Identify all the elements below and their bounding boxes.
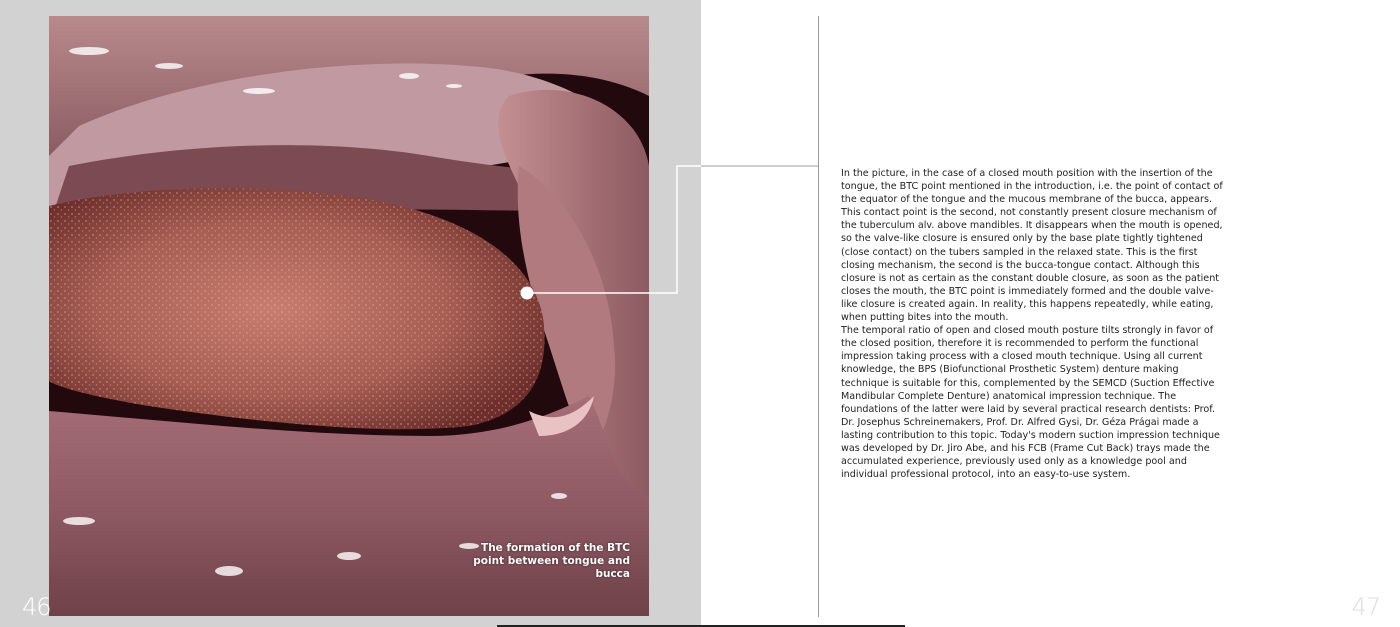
body-text xyxy=(841,167,1226,481)
mouth-photo-illustration xyxy=(49,16,649,616)
vertical-rule xyxy=(818,16,819,617)
body-paragraph-1: In the picture, in the case of a closed mouth position with the insertion of the tongue, the BTC point mentioned in the introduction, i.e. the point of contact of the equator of the tongue and the mucous membrane of the bucca, appears. This contact point is the second, not constantly present closure mechanism of the tuberculum alv. above mandibles. It disappears when the mouth is opened, so the valve-like closure is ensured only by the base plate tightly tightened (close contact) on the tubers sampled in the relaxed state. This is the first closing mechanism, the second is the bucca-tongue contact. Although this closure is not as certain as the constant double closure, as soon as the patient closes the mouth, the BTC point is immediately formed and the double valve-like closure is created again. In reality, this happens repeatedly, while eating, when putting bites into the mouth. xyxy=(841,168,1223,324)
page-number-right: 47 xyxy=(1351,593,1380,621)
mouth-photo xyxy=(49,16,649,616)
photo-caption: The formation of the BTC point between tongue and bucca xyxy=(473,542,630,580)
page-number-left: 46 xyxy=(22,593,51,621)
body-paragraph-2: The temporal ratio of open and closed mouth posture tilts strongly in favor of the closed position, therefore it is recommended to perform the functional impression taking process with a closed mouth technique. Using all current knowledge, the BPS (Biofunctional Prosthetic System) denture making technique is suitable for this, complemented by the SEMCD (Suction Effective Mandibular Complete Denture) anatomical impression technique. The foundations of the latter were laid by several practical research dentists: Prof. Dr. Josephus Schreinemakers, Prof. Dr. Alfred Gysi, Dr. Géza Prágai made a lasting contribution to this topic. Today's modern suction impression technique was developed by Dr. Jiro Abe, and his FCB (Frame Cut Back) trays made the accumulated experience, previously used only as a knowledge pool and individual professional protocol, into an easy-to-use system. xyxy=(841,325,1220,481)
